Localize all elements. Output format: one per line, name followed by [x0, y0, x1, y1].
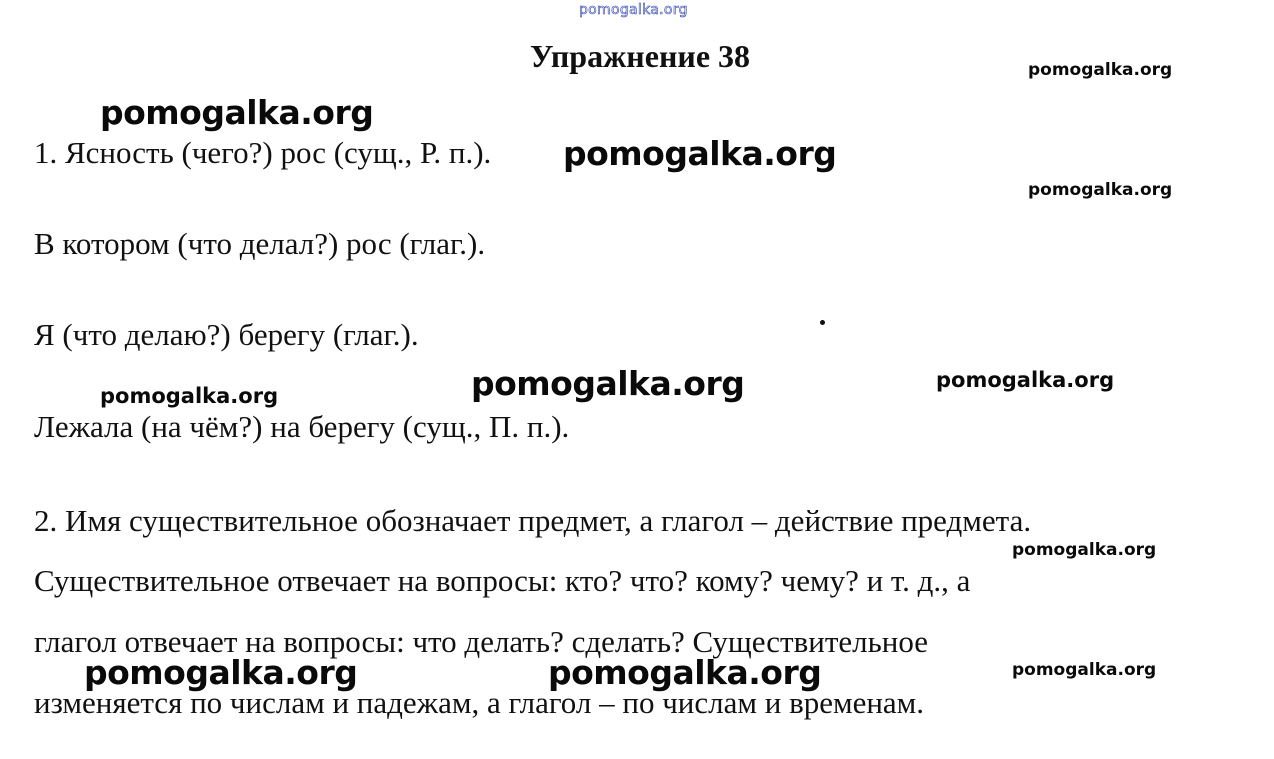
- answer-line-7: глагол отвечает на вопросы: что делать? сделать? Существительное: [34, 624, 928, 659]
- answer-line-8: изменяется по числам и падежам, а глагол – по числам и временам.: [34, 685, 925, 720]
- watermark: pomogalka.org: [1028, 180, 1173, 200]
- exercise-title: Упражнение 38: [530, 38, 751, 74]
- watermark: pomogalka.org: [84, 653, 358, 692]
- watermark: pomogalka.org: [936, 368, 1115, 392]
- watermark: pomogalka.org: [548, 653, 822, 692]
- answer-line-5: 2. Имя существительное обозначает предмет, а глагол – действие предмета.: [34, 503, 1032, 538]
- answer-line-2: В котором (что делал?) рос (глаг.).: [34, 226, 486, 261]
- ink-dot: [820, 320, 825, 325]
- watermark: pomogalka.org: [100, 384, 279, 408]
- watermark: pomogalka.org: [471, 364, 745, 403]
- watermark: pomogalka.org: [1028, 60, 1173, 80]
- answer-line-1: 1. Ясность (чего?) рос (сущ., Р. п.).: [34, 135, 492, 170]
- watermark: pomogalka.org: [1012, 540, 1157, 560]
- answer-line-4: Лежала (на чём?) на берегу (сущ., П. п.).: [34, 409, 570, 444]
- answer-line-3: Я (что делаю?) берегу (глаг.).: [34, 317, 419, 352]
- watermark: pomogalka.org: [100, 93, 374, 132]
- watermark: pomogalka.org: [563, 134, 837, 173]
- answer-line-6: Существительное отвечает на вопросы: кто? что? кому? чему? и т. д., а: [34, 563, 971, 598]
- site-link-header[interactable]: pomogalka.org: [579, 2, 688, 18]
- watermark: pomogalka.org: [1012, 660, 1157, 680]
